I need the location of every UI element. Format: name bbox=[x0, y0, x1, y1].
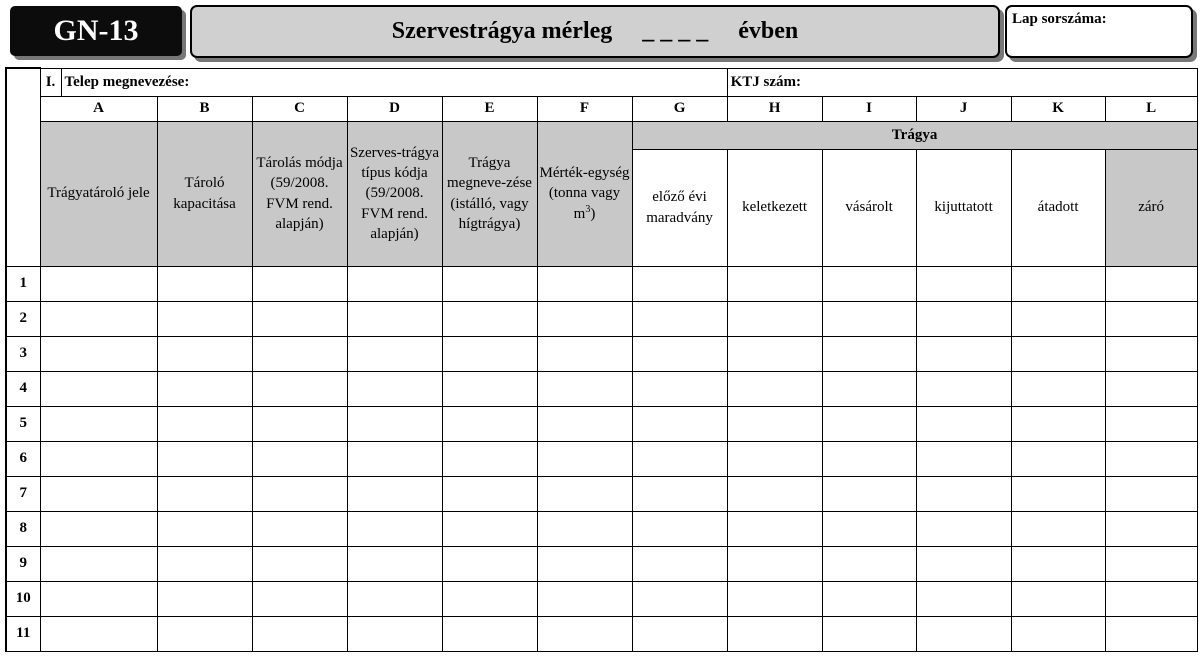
cell-i[interactable] bbox=[822, 371, 916, 406]
col-header-j: kijuttatott bbox=[916, 149, 1011, 266]
col-header-h: keletkezett bbox=[727, 149, 822, 266]
table-row bbox=[6, 371, 1197, 406]
cell-f[interactable] bbox=[537, 581, 632, 616]
cell-b[interactable] bbox=[157, 476, 252, 511]
cell-d[interactable] bbox=[347, 301, 442, 336]
cell-f[interactable] bbox=[537, 301, 632, 336]
cell-e[interactable] bbox=[442, 441, 537, 476]
table-row bbox=[6, 581, 1197, 616]
cell-e[interactable] bbox=[442, 581, 537, 616]
cell-f[interactable] bbox=[537, 546, 632, 581]
cell-e[interactable] bbox=[442, 371, 537, 406]
cell-a[interactable] bbox=[40, 406, 157, 441]
cell-c[interactable] bbox=[252, 511, 347, 546]
cell-d[interactable] bbox=[347, 476, 442, 511]
row-number: 8 bbox=[6, 511, 40, 546]
cell-c[interactable] bbox=[252, 441, 347, 476]
cell-f[interactable] bbox=[537, 511, 632, 546]
title-suffix: évben bbox=[738, 18, 799, 44]
col-header-k: átadott bbox=[1011, 149, 1105, 266]
cell-i[interactable] bbox=[822, 546, 916, 581]
cell-a[interactable] bbox=[40, 266, 157, 301]
site-name-label: Telep megnevezése: bbox=[64, 73, 190, 90]
cell-g[interactable] bbox=[632, 371, 727, 406]
cell-l[interactable] bbox=[1105, 476, 1197, 511]
cell-h[interactable] bbox=[727, 616, 822, 651]
cell-e[interactable] bbox=[442, 476, 537, 511]
cell-l[interactable] bbox=[1105, 441, 1197, 476]
cell-i[interactable] bbox=[822, 581, 916, 616]
cell-i[interactable] bbox=[822, 511, 916, 546]
cell-h[interactable] bbox=[727, 581, 822, 616]
cell-j[interactable] bbox=[916, 546, 1011, 581]
table-row bbox=[6, 406, 1197, 441]
cell-e[interactable] bbox=[442, 616, 537, 651]
col-letter-k: K bbox=[1011, 96, 1105, 121]
row-number: 5 bbox=[6, 406, 40, 441]
cell-l[interactable] bbox=[1105, 616, 1197, 651]
cell-a[interactable] bbox=[40, 546, 157, 581]
row-number: 11 bbox=[6, 616, 40, 651]
row-number: 7 bbox=[6, 476, 40, 511]
column-letter-row bbox=[6, 96, 1197, 121]
col-letter-f: F bbox=[537, 96, 632, 121]
table-row bbox=[6, 511, 1197, 546]
cell-k[interactable] bbox=[1011, 581, 1105, 616]
manure-balance-table bbox=[5, 67, 1198, 652]
cell-d[interactable] bbox=[347, 546, 442, 581]
cell-a[interactable] bbox=[40, 616, 157, 651]
cell-e[interactable] bbox=[442, 336, 537, 371]
cell-h[interactable] bbox=[727, 371, 822, 406]
cell-g[interactable] bbox=[632, 301, 727, 336]
row-header-blank bbox=[6, 68, 40, 266]
ktj-number-field[interactable] bbox=[727, 68, 1197, 96]
cell-b[interactable] bbox=[157, 336, 252, 371]
cell-b[interactable] bbox=[157, 581, 252, 616]
cell-k[interactable] bbox=[1011, 511, 1105, 546]
cell-j[interactable] bbox=[916, 406, 1011, 441]
col-letter-i: I bbox=[822, 96, 916, 121]
cell-h[interactable] bbox=[727, 301, 822, 336]
cell-j[interactable] bbox=[916, 266, 1011, 301]
cell-d[interactable] bbox=[347, 511, 442, 546]
cell-e[interactable] bbox=[442, 511, 537, 546]
cell-i[interactable] bbox=[822, 441, 916, 476]
col-header-i: vásárolt bbox=[822, 149, 916, 266]
cell-g[interactable] bbox=[632, 441, 727, 476]
site-info-row bbox=[6, 68, 1197, 96]
cell-k[interactable] bbox=[1011, 476, 1105, 511]
cell-j[interactable] bbox=[916, 616, 1011, 651]
cell-j[interactable] bbox=[916, 441, 1011, 476]
cell-b[interactable] bbox=[157, 546, 252, 581]
cell-f[interactable] bbox=[537, 371, 632, 406]
cell-f[interactable] bbox=[537, 441, 632, 476]
col-letter-d: D bbox=[347, 96, 442, 121]
cell-j[interactable] bbox=[916, 371, 1011, 406]
cell-l[interactable] bbox=[1105, 546, 1197, 581]
col-letter-a: A bbox=[40, 96, 157, 121]
cell-i[interactable] bbox=[822, 336, 916, 371]
row-number: 9 bbox=[6, 546, 40, 581]
col-letter-b: B bbox=[157, 96, 252, 121]
cell-c[interactable] bbox=[252, 301, 347, 336]
cell-d[interactable] bbox=[347, 581, 442, 616]
cell-b[interactable] bbox=[157, 371, 252, 406]
cell-d[interactable] bbox=[347, 266, 442, 301]
cell-k[interactable] bbox=[1011, 336, 1105, 371]
col-header-g: előző évi maradvány bbox=[632, 149, 727, 266]
cell-a[interactable] bbox=[40, 371, 157, 406]
cell-f[interactable] bbox=[537, 406, 632, 441]
row-number: 10 bbox=[6, 581, 40, 616]
cell-c[interactable] bbox=[252, 581, 347, 616]
cell-c[interactable] bbox=[252, 616, 347, 651]
cell-b[interactable] bbox=[157, 511, 252, 546]
col-header-f bbox=[537, 121, 632, 266]
cell-g[interactable] bbox=[632, 616, 727, 651]
col-letter-g: G bbox=[632, 96, 727, 121]
cell-k[interactable] bbox=[1011, 301, 1105, 336]
group-header-row bbox=[6, 121, 1197, 149]
cell-c[interactable] bbox=[252, 371, 347, 406]
table-row bbox=[6, 546, 1197, 581]
cell-e[interactable] bbox=[442, 266, 537, 301]
cell-e[interactable] bbox=[442, 301, 537, 336]
cell-b[interactable] bbox=[157, 441, 252, 476]
cell-h[interactable] bbox=[727, 406, 822, 441]
table-row bbox=[6, 616, 1197, 651]
cell-j[interactable] bbox=[916, 511, 1011, 546]
cell-h[interactable] bbox=[727, 511, 822, 546]
form-title bbox=[190, 5, 1000, 58]
row-number: 3 bbox=[6, 336, 40, 371]
cell-i[interactable] bbox=[822, 476, 916, 511]
sheet-number-label: Lap sorszáma: bbox=[1012, 11, 1107, 27]
col-header-d: Szerves-trágya típus kódja (59/2008. FVM rend. alapján) bbox=[347, 121, 442, 266]
cell-k[interactable] bbox=[1011, 266, 1105, 301]
col-header-c: Tárolás módja (59/2008. FVM rend. alapján) bbox=[252, 121, 347, 266]
cell-d[interactable] bbox=[347, 441, 442, 476]
cell-i[interactable] bbox=[822, 266, 916, 301]
cell-d[interactable] bbox=[347, 406, 442, 441]
cell-g[interactable] bbox=[632, 266, 727, 301]
cell-j[interactable] bbox=[916, 581, 1011, 616]
table-row bbox=[6, 301, 1197, 336]
col-header-f-main: Mérték-egység (tonna vagy m bbox=[539, 164, 630, 223]
cell-f[interactable] bbox=[537, 266, 632, 301]
cell-k[interactable] bbox=[1011, 406, 1105, 441]
cell-c[interactable] bbox=[252, 336, 347, 371]
col-letter-j: J bbox=[916, 96, 1011, 121]
table-row bbox=[6, 441, 1197, 476]
row-number: 6 bbox=[6, 441, 40, 476]
cell-a[interactable] bbox=[40, 336, 157, 371]
cell-h[interactable] bbox=[727, 266, 822, 301]
cell-i[interactable] bbox=[822, 406, 916, 441]
cell-k[interactable] bbox=[1011, 616, 1105, 651]
cell-l[interactable] bbox=[1105, 406, 1197, 441]
ktj-number-label: KTJ szám: bbox=[730, 73, 802, 90]
cell-j[interactable] bbox=[916, 476, 1011, 511]
cell-d[interactable] bbox=[347, 336, 442, 371]
cell-f[interactable] bbox=[537, 476, 632, 511]
cell-h[interactable] bbox=[727, 336, 822, 371]
cell-l[interactable] bbox=[1105, 581, 1197, 616]
cell-k[interactable] bbox=[1011, 546, 1105, 581]
cell-f[interactable] bbox=[537, 336, 632, 371]
cell-k[interactable] bbox=[1011, 371, 1105, 406]
col-letter-c: C bbox=[252, 96, 347, 121]
cell-g[interactable] bbox=[632, 581, 727, 616]
cell-g[interactable] bbox=[632, 406, 727, 441]
cell-i[interactable] bbox=[822, 301, 916, 336]
cell-a[interactable] bbox=[40, 581, 157, 616]
cell-l[interactable] bbox=[1105, 511, 1197, 546]
cell-d[interactable] bbox=[347, 371, 442, 406]
cell-g[interactable] bbox=[632, 511, 727, 546]
cell-h[interactable] bbox=[727, 441, 822, 476]
cell-l[interactable] bbox=[1105, 266, 1197, 301]
cell-g[interactable] bbox=[632, 546, 727, 581]
row-number: 4 bbox=[6, 371, 40, 406]
cell-l[interactable] bbox=[1105, 336, 1197, 371]
col-header-e: Trágya megneve-zése (istálló, vagy hígtrágya) bbox=[442, 121, 537, 266]
cell-e[interactable] bbox=[442, 406, 537, 441]
cell-a[interactable] bbox=[40, 301, 157, 336]
cell-e[interactable] bbox=[442, 546, 537, 581]
col-letter-e: E bbox=[442, 96, 537, 121]
col-letter-h: H bbox=[727, 96, 822, 121]
cell-j[interactable] bbox=[916, 301, 1011, 336]
form-code-badge: GN-13 bbox=[10, 6, 182, 56]
cell-b[interactable] bbox=[157, 616, 252, 651]
cell-d[interactable] bbox=[347, 616, 442, 651]
cell-l[interactable] bbox=[1105, 371, 1197, 406]
cell-f[interactable] bbox=[537, 616, 632, 651]
col-header-f-end: ) bbox=[590, 206, 596, 223]
table-row bbox=[6, 476, 1197, 511]
row-number: 2 bbox=[6, 301, 40, 336]
table-row bbox=[6, 336, 1197, 371]
sheet-number-box[interactable] bbox=[1005, 5, 1193, 58]
cell-b[interactable] bbox=[157, 266, 252, 301]
cell-i[interactable] bbox=[822, 616, 916, 651]
year-blank[interactable]: _ _ _ _ bbox=[642, 18, 709, 44]
cell-j[interactable] bbox=[916, 336, 1011, 371]
cell-c[interactable] bbox=[252, 476, 347, 511]
cell-c[interactable] bbox=[252, 546, 347, 581]
title-main: Szervestrágya mérleg bbox=[391, 18, 613, 44]
cell-c[interactable] bbox=[252, 406, 347, 441]
cell-l[interactable] bbox=[1105, 301, 1197, 336]
group-header-tragya: Trágya bbox=[632, 121, 1197, 149]
data-rows bbox=[6, 266, 1197, 651]
col-header-f-sup: 3 bbox=[585, 204, 591, 216]
cell-a[interactable] bbox=[40, 511, 157, 546]
row-number: 1 bbox=[6, 266, 40, 301]
col-header-b: Tároló kapacitása bbox=[157, 121, 252, 266]
col-letter-l: L bbox=[1105, 96, 1197, 121]
col-header-l: záró bbox=[1105, 149, 1197, 266]
cell-k[interactable] bbox=[1011, 441, 1105, 476]
cell-g[interactable] bbox=[632, 476, 727, 511]
cell-c[interactable] bbox=[252, 266, 347, 301]
table-row bbox=[6, 266, 1197, 301]
cell-b[interactable] bbox=[157, 301, 252, 336]
cell-h[interactable] bbox=[727, 476, 822, 511]
cell-a[interactable] bbox=[40, 441, 157, 476]
cell-b[interactable] bbox=[157, 406, 252, 441]
section-number: I. bbox=[40, 68, 61, 96]
cell-g[interactable] bbox=[632, 336, 727, 371]
site-name-field[interactable] bbox=[61, 68, 727, 96]
cell-a[interactable] bbox=[40, 476, 157, 511]
col-header-a: Trágyatároló jele bbox=[40, 121, 157, 266]
cell-h[interactable] bbox=[727, 546, 822, 581]
